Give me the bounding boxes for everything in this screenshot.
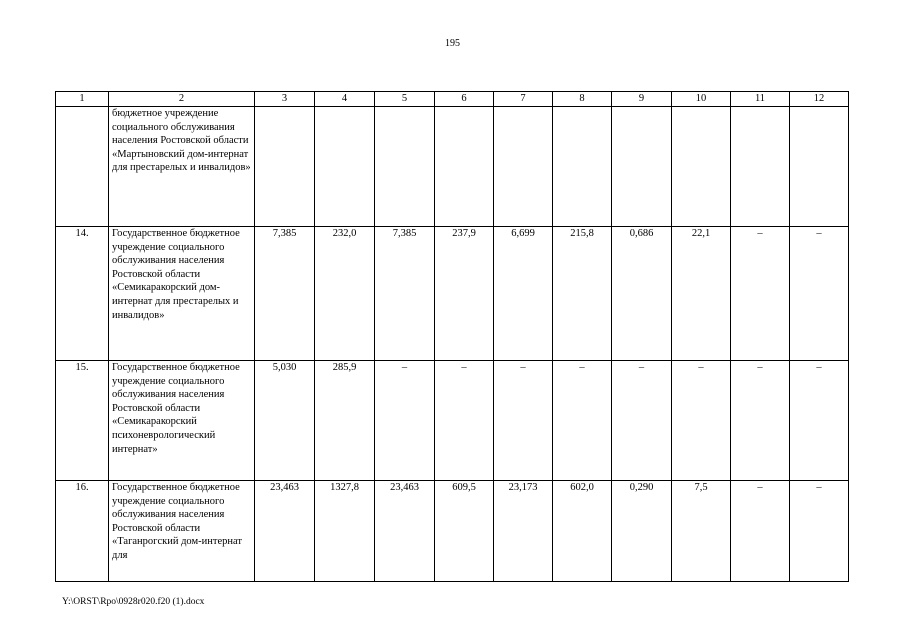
- table-cell: [315, 107, 375, 227]
- row-number: [56, 107, 109, 227]
- table-row: [56, 227, 849, 361]
- row-number: 14.: [56, 227, 109, 361]
- table-cell: 23,173: [494, 481, 553, 582]
- institution-name: Государственное бюджетное учреждение социального обслуживания населения Ростовской области «Семикаракорский дом-интернат для престарелых и инвалидов»: [109, 227, 255, 361]
- table-row: [56, 361, 849, 481]
- table-cell: –: [494, 361, 553, 481]
- column-header: 7: [494, 92, 553, 107]
- table-cell: –: [612, 361, 672, 481]
- table-cell: 0,290: [612, 481, 672, 582]
- table-cell: 23,463: [255, 481, 315, 582]
- table-cell: 285,9: [315, 361, 375, 481]
- column-header: 3: [255, 92, 315, 107]
- table-cell: –: [553, 361, 612, 481]
- table-cell: 7,385: [255, 227, 315, 361]
- table-cell: 7,5: [672, 481, 731, 582]
- file-path-footer: Y:\ORST\Rpo\0928r020.f20 (1).docx: [62, 597, 205, 607]
- table-cell: –: [731, 227, 790, 361]
- column-header: 9: [612, 92, 672, 107]
- table-cell: –: [731, 361, 790, 481]
- table-cell: 23,463: [375, 481, 435, 582]
- column-header: 10: [672, 92, 731, 107]
- column-header: 8: [553, 92, 612, 107]
- table-cell: –: [435, 361, 494, 481]
- table-cell: –: [790, 227, 849, 361]
- institution-name: Государственное бюджетное учреждение социального обслуживания населения Ростовской области «Таганрогский дом-интернат для: [109, 481, 255, 582]
- table-cell: [435, 107, 494, 227]
- table-row: [56, 107, 849, 227]
- table-cell: 215,8: [553, 227, 612, 361]
- table-cell: 5,030: [255, 361, 315, 481]
- page-number: 195: [445, 38, 460, 49]
- table-cell: –: [731, 481, 790, 582]
- table-cell: –: [672, 361, 731, 481]
- row-number: 16.: [56, 481, 109, 582]
- data-table: [55, 91, 849, 582]
- table-cell: 232,0: [315, 227, 375, 361]
- table-cell: –: [790, 361, 849, 481]
- column-header: 4: [315, 92, 375, 107]
- column-header: 5: [375, 92, 435, 107]
- table-cell: [790, 107, 849, 227]
- table-cell: 7,385: [375, 227, 435, 361]
- table-cell: 609,5: [435, 481, 494, 582]
- table-cell: 602,0: [553, 481, 612, 582]
- table-row: [56, 481, 849, 582]
- table-cell: [553, 107, 612, 227]
- table-cell: [731, 107, 790, 227]
- column-header: 1: [56, 92, 109, 107]
- table-cell: 1327,8: [315, 481, 375, 582]
- table-cell: [494, 107, 553, 227]
- table-cell: [375, 107, 435, 227]
- table-cell: [612, 107, 672, 227]
- institution-name: Государственное бюджетное учреждение социального обслуживания населения Ростовской области «Семикаракорский психоневрологический интернат»: [109, 361, 255, 481]
- column-header-row: [56, 92, 849, 107]
- institution-name: бюджетное учреждение социального обслуживания населения Ростовской области «Мартыновский дом-интернат для престарелых и инвалидов»: [109, 107, 255, 227]
- table-cell: 22,1: [672, 227, 731, 361]
- table-cell: –: [790, 481, 849, 582]
- column-header: 11: [731, 92, 790, 107]
- column-header: 6: [435, 92, 494, 107]
- row-number: 15.: [56, 361, 109, 481]
- table-cell: –: [375, 361, 435, 481]
- column-header: 2: [109, 92, 255, 107]
- table-cell: [255, 107, 315, 227]
- table-cell: [672, 107, 731, 227]
- table-cell: 6,699: [494, 227, 553, 361]
- table-cell: 237,9: [435, 227, 494, 361]
- column-header: 12: [790, 92, 849, 107]
- table-cell: 0,686: [612, 227, 672, 361]
